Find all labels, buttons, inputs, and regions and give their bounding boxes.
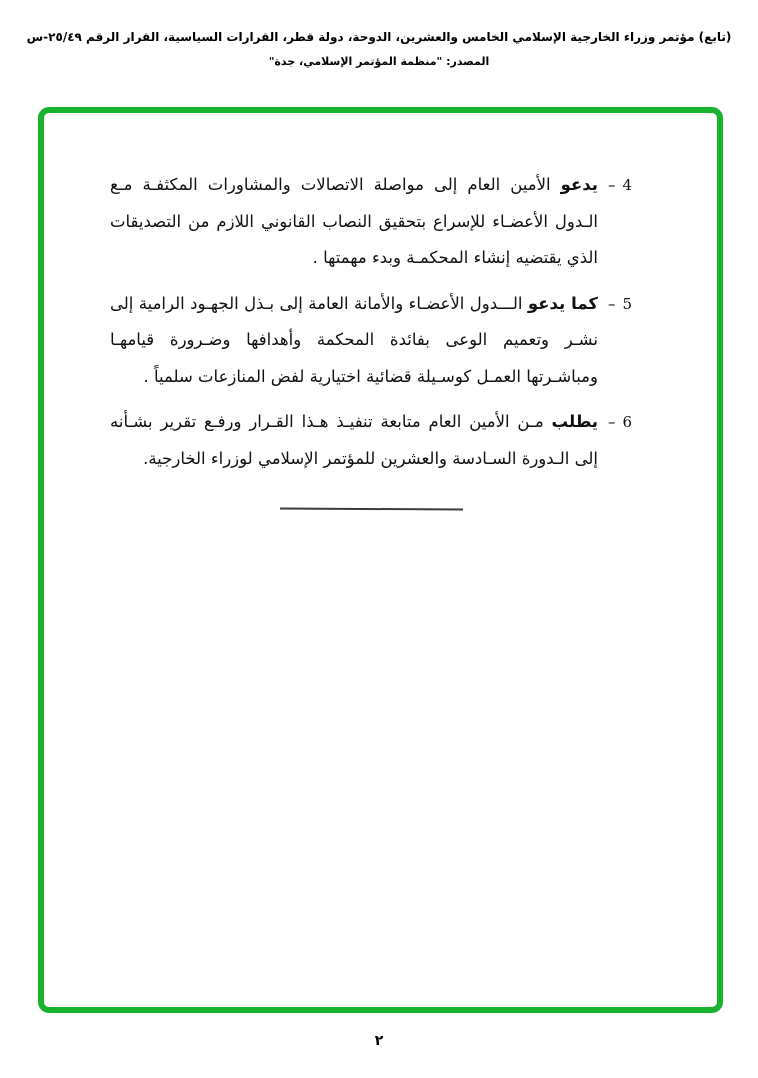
page-header xyxy=(0,30,758,68)
paragraph-5-marker xyxy=(608,286,632,322)
paragraph-4-dash: – xyxy=(608,176,616,194)
paragraph-4-text xyxy=(110,167,598,277)
paragraph-6-marker xyxy=(608,404,632,440)
paragraph-6-number: 6 xyxy=(622,413,632,431)
end-of-text-separator-line xyxy=(279,507,462,510)
paragraph-6-lead-word: يطلب xyxy=(551,412,598,431)
paragraph-4-number: 4 xyxy=(622,176,632,194)
paragraph-5-lead-word: كما يدعو xyxy=(527,293,598,313)
paragraph-5-body-text: الـــدول الأعضـاء والأمانة العامة إلى بـذل الجهـود الرامية إلى نشـر وتعميم الوعى بفائدة المحكمة وأهدافها وضـرورة قيامهـا ومباشـرتها العمـل كوسـيلة قضائية اختيارية لفض المنازعات سلمياً . xyxy=(110,293,598,386)
green-border-frame xyxy=(38,107,723,1013)
resolution-body xyxy=(110,167,632,510)
paragraph-6-dash: – xyxy=(608,413,616,431)
header-source-line: المصدر: "منظمة المؤتمر الإسلامي، جدة" xyxy=(268,55,490,68)
paragraph-6-body-text: مـن الأمين العام متابعة تنفيـذ هـذا القـرار ورفـع تقرير بشـأنه إلى الـدورة السـادسة والعشرين للمؤتمر الإسلامي لوزراء الخارجية. xyxy=(110,412,598,468)
paragraph-4-body-text: الأمين العام إلى مواصلة الاتصالات والمشاورات المكثفـة مـع الـدول الأعضـاء للإسراع بتحقيق النصاب القانوني اللازم من التصديقات الذي يقتضيه إنشاء المحكمـة وبدء مهمتها . xyxy=(110,175,598,267)
paragraph-4 xyxy=(110,167,632,277)
paragraph-5-text xyxy=(110,286,598,396)
page-number: ٢ xyxy=(374,1033,384,1049)
paragraph-5-number: 5 xyxy=(622,294,632,313)
paragraph-4-marker xyxy=(608,167,632,203)
header-title: (تابع) مؤتمر وزراء الخارجية الإسلامي الخامس والعشرين، الدوحة، دولة قطر، القرارات السياسية، القرار الرقم ٢٥/٤٩-س xyxy=(26,30,732,44)
paragraph-6 xyxy=(110,404,632,477)
paragraph-5-dash: – xyxy=(608,294,616,313)
paragraph-4-lead-word: يدعو xyxy=(560,175,598,194)
paragraph-5 xyxy=(110,286,632,396)
paragraph-6-text xyxy=(110,404,598,477)
